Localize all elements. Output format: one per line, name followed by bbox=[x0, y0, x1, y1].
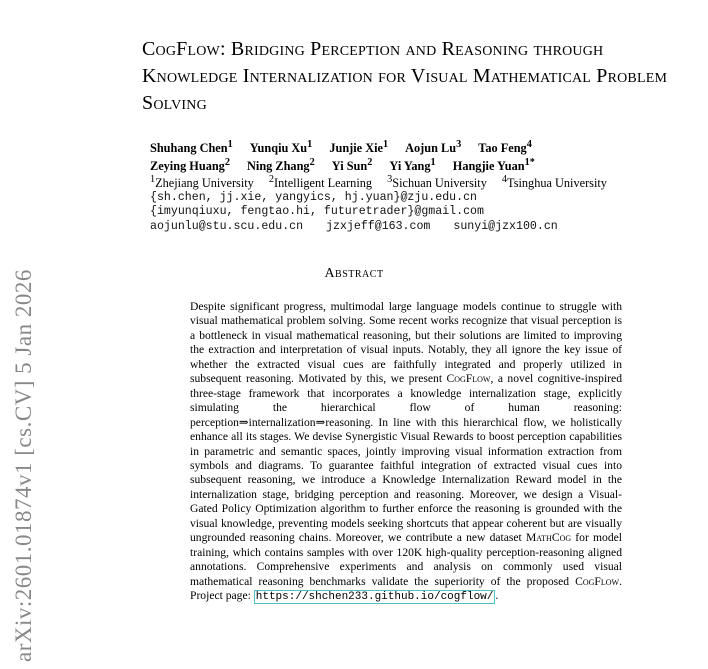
affiliation: $^3$Sichuan University bbox=[387, 174, 487, 191]
email: sunyi@jzx100.cn bbox=[453, 219, 558, 233]
email-line-1: {sh.chen, jj.xie, yangyics, hj.yuan}@zju.edu.cn bbox=[150, 190, 477, 204]
affiliation: $^4$Tsinghua University bbox=[501, 174, 607, 191]
author: Tao Feng$^4$ bbox=[478, 139, 532, 156]
email-line-2: {imyunqiuxu, fengtao.hi, futuretrader}@gmail.com bbox=[150, 205, 484, 219]
author: Ning Zhang$^2$ bbox=[247, 156, 315, 173]
project-page-link[interactable]: https://shchen233.github.io/cogflow/ bbox=[255, 591, 494, 604]
affiliation: $^2$Intelligent Learning bbox=[268, 174, 373, 191]
author: Zeying Huang$^2$ bbox=[150, 156, 230, 173]
method-name: CogFlow bbox=[446, 372, 491, 386]
email-line-3 bbox=[150, 220, 670, 235]
author: Yi Sun$^2$ bbox=[331, 156, 373, 173]
email: aojunlu@stu.scu.edu.cn bbox=[150, 219, 304, 233]
author-row-2 bbox=[150, 156, 670, 174]
author: Hangjie Yuan$^{1*}$ bbox=[452, 156, 535, 173]
affiliations bbox=[150, 173, 670, 191]
dataset-name: MathCog bbox=[525, 531, 572, 545]
author: Yunqiu Xu$^1$ bbox=[249, 139, 313, 156]
method-name: CogFlow bbox=[575, 574, 620, 588]
author: Yi Yang$^1$ bbox=[389, 156, 436, 173]
author: Aojun Lu$^3$ bbox=[405, 139, 462, 156]
abstract-heading: Abstract bbox=[324, 266, 384, 281]
author: Shuhang Chen$^1$ bbox=[150, 139, 233, 156]
paper-title: CogFlow: Bridging Perception and Reasoning through Knowledge Internalization for Visual Mathematical Problem Solving bbox=[142, 38, 668, 114]
abstract-body: Despite significant progress, multimodal large language models continue to struggle with visual mathematical problem solving. Some recent works recognize that visual perception is a bottleneck in visual mathematical reasoning, but their solutions are limited to improving the extraction and interpretation of visual inputs. Notably, they all ignore the key issue of whether the extracted visual cues are faithfully integrated and properly utilized in subsequent reasoning. Motivated by this, we present CogFlow, a novel cognitive-inspired three-stage framework that incorporates a knowledge internalization stage, explicitly simulating the hierarchical flow of human reasoning: perception⇒internalization⇒reasoning. In line with this hierarchical flow, we holistically enhance all its stages. We devise Synergistic Visual Rewards to boost perception capabilities in parametric and semantic spaces, jointly improving visual information extraction from symbols and diagrams. To guarantee faithful integration of extracted visual cues into subsequent reasoning, we introduce a Knowledge Internalization Reward model in the internalization stage, bridging perception and reasoning. Moreover, we design a Visual-Gated Policy Optimization algorithm to further enforce the reasoning is grounded with the visual knowledge, preventing models seeking shortcuts that appear coherent but are visually ungrounded reasoning chains. Moreover, we contribute a new dataset MathCog for model training, which contains samples with over 120K high-quality perception-reasoning aligned annotations. Comprehensive experiments and analysis on commonly used visual mathematical reasoning benchmarks validate the superiority of the proposed CogFlow. Project page: https://shchen233.github.io/cogflow/ . bbox=[190, 300, 622, 604]
author-block bbox=[150, 138, 670, 234]
email: jzxjeff@163.com bbox=[326, 219, 431, 233]
author: Junjie Xie$^1$ bbox=[329, 139, 389, 156]
arxiv-identifier-stamp: arXiv:2601.01874v1 [cs.CV] 5 Jan 2026 bbox=[11, 269, 36, 662]
author-row-1 bbox=[150, 138, 670, 156]
affiliation: $^1$Zhejiang University bbox=[150, 174, 254, 191]
